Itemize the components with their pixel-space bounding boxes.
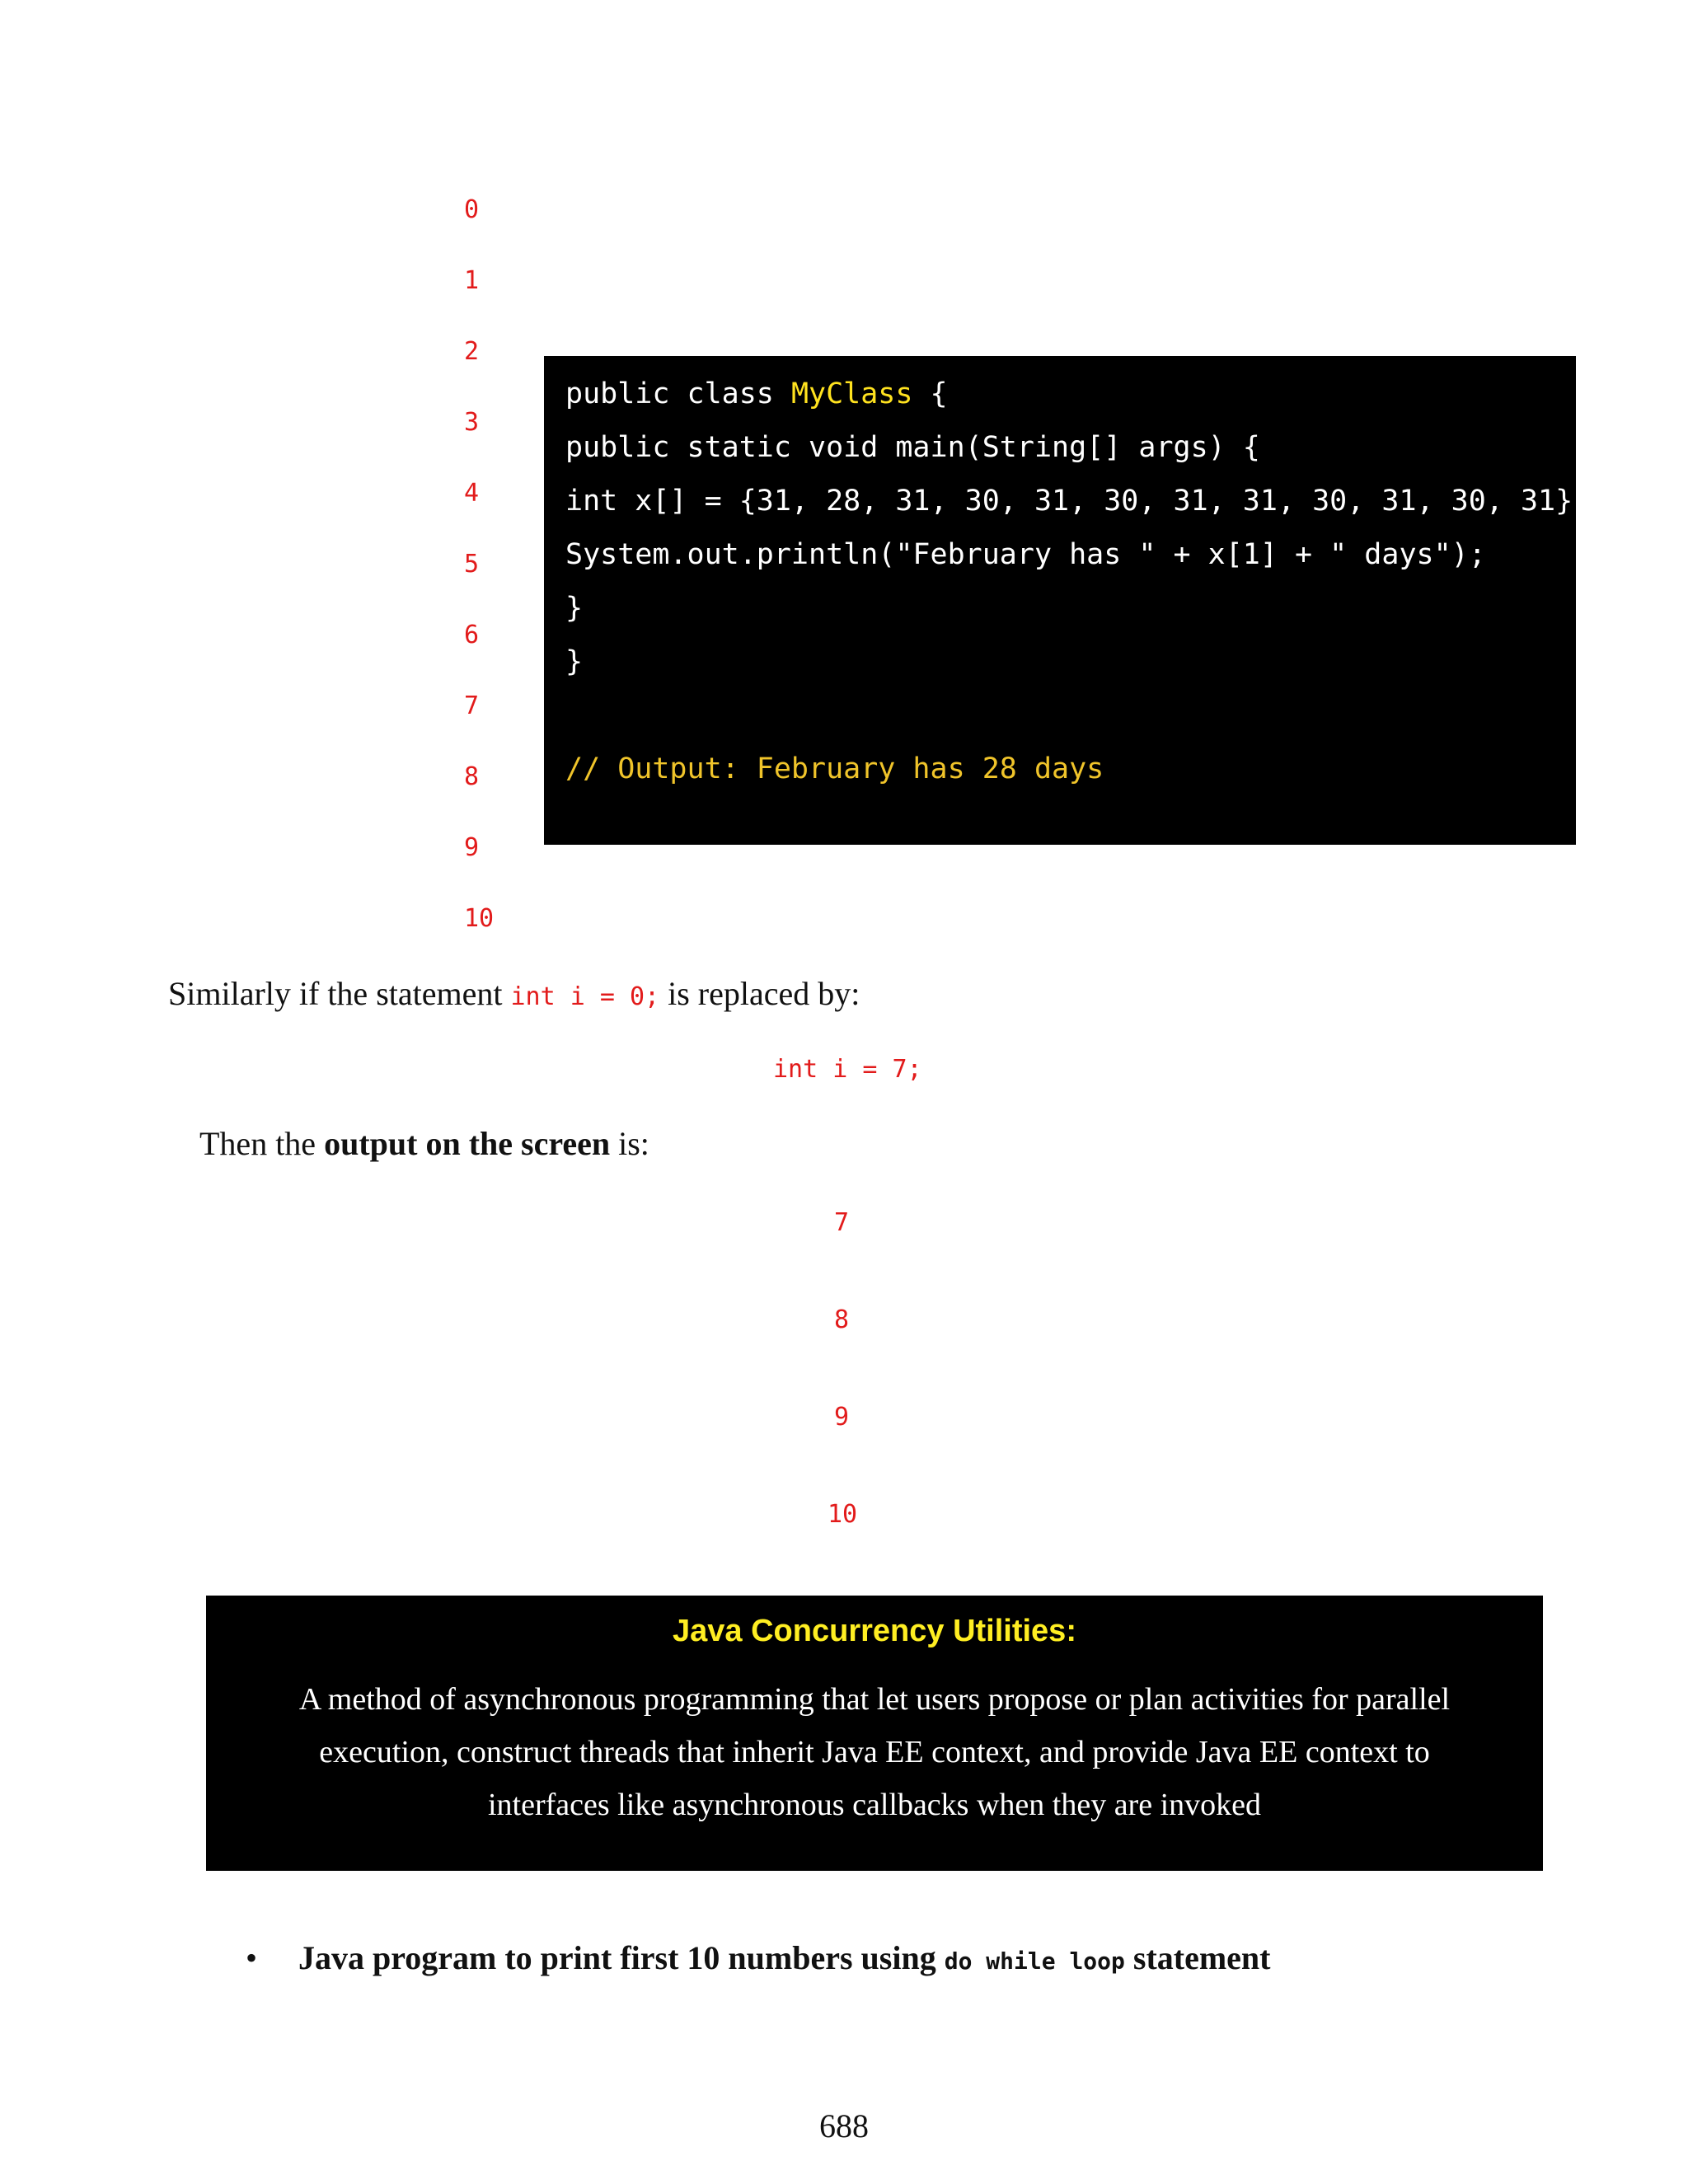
paragraph-text: is: bbox=[610, 1125, 649, 1162]
code-brace: { bbox=[912, 377, 948, 410]
code-comment-output: // Output: February has 28 days bbox=[565, 752, 1104, 785]
code-line-main: public static void main(String[] args) { bbox=[565, 431, 1260, 464]
paragraph-text: is replaced by: bbox=[659, 975, 860, 1012]
paragraph-text: Similarly if the statement bbox=[168, 975, 511, 1012]
code-keyword: public class bbox=[565, 377, 791, 410]
output-number: 7 bbox=[834, 1208, 850, 1237]
output-number: 10 bbox=[828, 1500, 858, 1529]
bullet-item bbox=[246, 1938, 1271, 1981]
code-line-class bbox=[565, 368, 1576, 421]
paragraph-then bbox=[199, 1124, 649, 1164]
bullet-icon: • bbox=[246, 1939, 258, 1976]
output-number: 9 bbox=[834, 1403, 850, 1432]
info-box-title: Java Concurrency Utilities: bbox=[673, 1614, 1076, 1648]
paragraph-bold-text: output on the screen bbox=[324, 1125, 611, 1162]
line-number: 4 bbox=[464, 479, 480, 508]
code-class-name: MyClass bbox=[790, 377, 913, 410]
output-number: 8 bbox=[834, 1305, 850, 1334]
code-line-close-method: } bbox=[565, 592, 584, 625]
paragraph-similarly bbox=[168, 974, 860, 1017]
line-number: 1 bbox=[464, 266, 480, 295]
line-number: 7 bbox=[464, 691, 480, 720]
line-number: 5 bbox=[464, 550, 480, 579]
page-number: 688 bbox=[819, 2107, 869, 2144]
info-box-concurrency bbox=[206, 1596, 1543, 1871]
info-box-body: A method of asynchronous programming that let users propose or plan activities for parallel execution, construct threads that inherit Java EE context, and provide Java EE context to interfaces like asynchronous callbacks when they are invoked bbox=[298, 1682, 1451, 1822]
code-line-println: System.out.println("February has " + x[1] + " days"); bbox=[565, 538, 1486, 571]
line-number: 2 bbox=[464, 337, 480, 366]
bullet-inline-code: do while loop bbox=[944, 1947, 1125, 1975]
code-line-array: int x[] = {31, 28, 31, 30, 31, 30, 31, 31, 30, 31, 30, 31}; bbox=[565, 485, 1591, 518]
code-block bbox=[544, 356, 1591, 845]
bullet-text: Java program to print first 10 numbers using bbox=[298, 1939, 945, 1976]
line-number: 8 bbox=[464, 762, 480, 791]
replacement-code: int i = 7; bbox=[773, 1055, 922, 1084]
line-number: 0 bbox=[464, 195, 480, 224]
line-number: 10 bbox=[464, 904, 495, 933]
code-line-close-class: } bbox=[565, 645, 584, 678]
line-number: 6 bbox=[464, 621, 480, 649]
line-number: 3 bbox=[464, 408, 480, 437]
paragraph-text: Then the bbox=[199, 1125, 325, 1162]
inline-code: int i = 0; bbox=[510, 982, 660, 1011]
bullet-text: statement bbox=[1124, 1939, 1271, 1976]
line-number: 9 bbox=[464, 833, 480, 862]
code-blank-line bbox=[565, 689, 1576, 743]
